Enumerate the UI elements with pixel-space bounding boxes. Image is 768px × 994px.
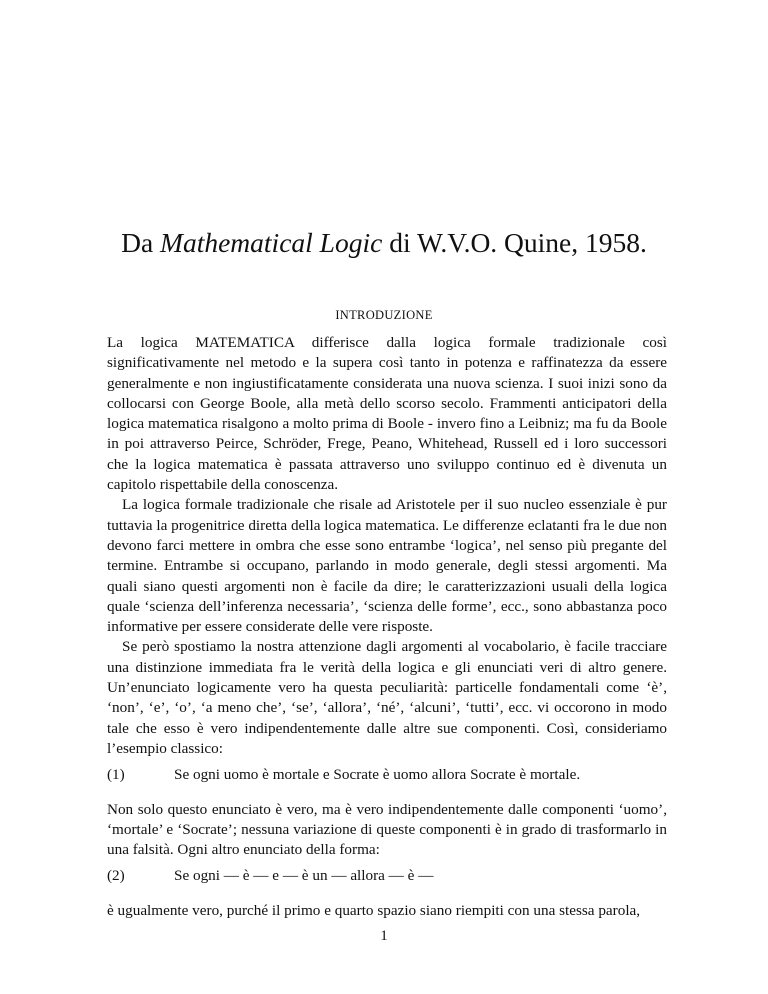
example-number: (1) [107,766,125,784]
example-number: (2) [107,867,125,885]
example-2 [107,866,667,886]
title-book-name: Mathematical Logic [160,227,383,258]
paragraph-4: Non solo questo enunciato è vero, ma è vero indipendentemente dalle componenti ‘uomo’, ‘mortale’ e ‘Socrate’; nessuna variazione di queste componenti è in grado di trasformarlo in una falsità. Ogni altro enunciato della forma: [107,800,667,859]
section-heading: INTRODUZIONE [335,308,433,322]
example-1 [107,765,667,785]
paragraph-5: è ugualmente vero, purché il primo e quarto spazio siano riempiti con una stessa parola, [107,901,641,919]
paragraph-1: La logica MATEMATICA differisce dalla logica formale tradizionale così significativamente nel metodo e la supera così tanto in potenza e raffinatezza da essere generalmente e non ingiustificatamente considerata una nuova scienza. I suoi inizi sono da collocarsi con George Boole, alla metà dello scorso secolo. Frammenti anticipatori della logica matematica risalgono a molto prima di Boole - invero fino a Leibniz; ma fu da Boole in poi attraverso Peirce, Schröder, Frege, Peano, Whitehead, Russell ed i loro successori che la logica matematica è passata attraverso uno sviluppo continuo ed è divenuta un capitolo rispettabile della conoscenza. [107,334,667,494]
example-text: Se ogni uomo è mortale e Socrate è uomo allora Socrate è mortale. [174,766,581,784]
body-text [107,333,667,921]
title-suffix: di W.V.O. Quine, 1958. [382,227,647,258]
paragraph-3: Se però spostiamo la nostra attenzione dagli argomenti al vocabolario, è facile tracciare una distinzione immediata fra le verità della logica e gli enunciati veri di altro genere. Un’enunciato logicamente vero ha questa peculiarità: particelle fondamentali come ‘è’, ‘non’, ‘e’, ‘o’, ‘a meno che’, ‘se’, ‘allora’, ‘né’, ‘alcuni’, ‘tutti’, ecc. vi occorono in modo tale che esso è vero indipendentemente dalle altre sue componenti. Così, consideriamo l’esempio classico: [107,638,667,757]
paragraph-2: La logica formale tradizionale che risale ad Aristotele per il suo nucleo essenziale è pur tuttavia la progenitrice diretta della logica matematica. Le differenze eclatanti fra le due non devono farci mettere in ombra che esse sono entrambe ‘logica’, nel senso più pregante del termine. Entrambe si occupano, parlando in modo generale, degli stessi argomenti. Ma quali siano questi argomenti non è facile da dire; le caratterizzazioni usuali della logica quale ‘scienza dell’inferenza necessaria’, ‘scienza delle forme’, ecc., sono abbastanza poco informative per essere considerate delle vere risposte. [107,496,667,636]
document-title [0,226,768,260]
title-prefix: Da [121,227,161,258]
example-text: Se ogni — è — e — è un — allora — è — [174,867,434,885]
page-number: 1 [380,928,388,944]
